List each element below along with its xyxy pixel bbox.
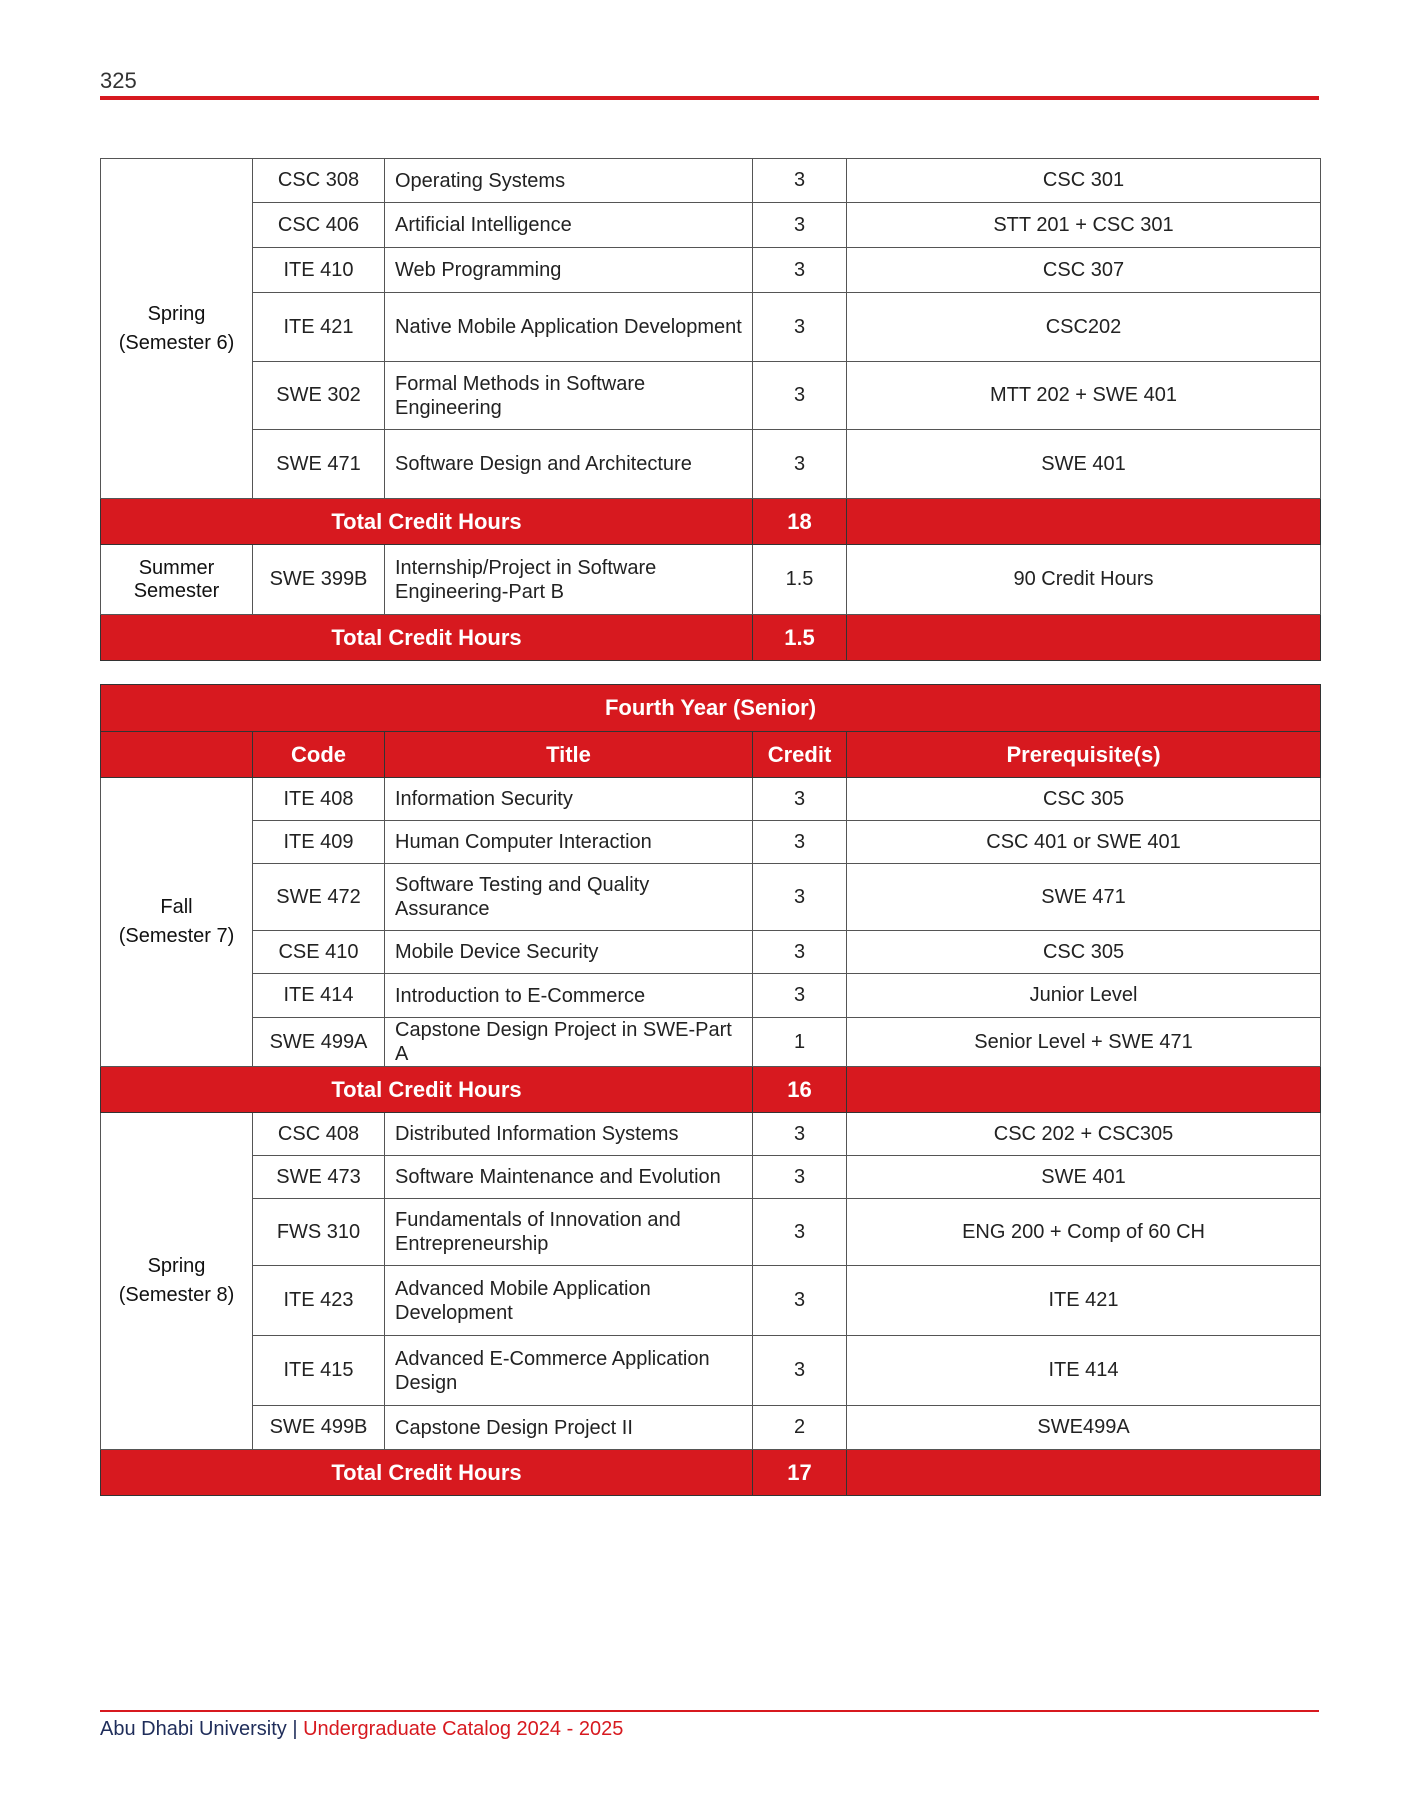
course-title: Formal Methods in Software Engineering <box>385 362 753 430</box>
course-prereq: CSC 202 + CSC305 <box>847 1113 1321 1156</box>
course-prereq: CSC 401 or SWE 401 <box>847 821 1321 864</box>
spring-summer-table <box>100 158 1321 661</box>
course-title: Advanced E-Commerce Application Design <box>385 1336 753 1406</box>
header-title: Title <box>385 732 753 778</box>
total-row <box>101 499 1321 545</box>
course-title: Artificial Intelligence <box>385 203 753 248</box>
header-credit: Credit <box>753 732 847 778</box>
course-code: CSC 408 <box>253 1113 385 1156</box>
course-code: ITE 409 <box>253 821 385 864</box>
total-value: 16 <box>753 1067 847 1113</box>
course-title: Introduction to E-Commerce <box>385 974 753 1018</box>
course-prereq: MTT 202 + SWE 401 <box>847 362 1321 430</box>
table-header-row <box>101 732 1321 778</box>
semester-label: Spring (Semester 8) <box>101 1113 253 1450</box>
course-prereq: CSC 305 <box>847 931 1321 974</box>
table-row <box>101 293 1321 362</box>
course-credit: 3 <box>753 159 847 203</box>
course-prereq: CSC 305 <box>847 778 1321 821</box>
course-prereq: CSC202 <box>847 293 1321 362</box>
footer-catalog: Undergraduate Catalog 2024 - 2025 <box>303 1718 624 1740</box>
course-code: SWE 499B <box>253 1406 385 1450</box>
course-code: CSC 406 <box>253 203 385 248</box>
course-credit: 3 <box>753 864 847 931</box>
footer <box>100 1718 623 1741</box>
total-blank <box>847 615 1321 661</box>
total-value: 17 <box>753 1450 847 1496</box>
course-title: Web Programming <box>385 248 753 293</box>
course-title: Software Testing and Quality Assurance <box>385 864 753 931</box>
course-prereq: CSC 307 <box>847 248 1321 293</box>
course-credit: 3 <box>753 778 847 821</box>
table-row <box>101 931 1321 974</box>
table-row <box>101 430 1321 499</box>
course-title: Software Design and Architecture <box>385 430 753 499</box>
course-prereq: SWE499A <box>847 1406 1321 1450</box>
course-title: Advanced Mobile Application Development <box>385 1266 753 1336</box>
course-code: CSE 410 <box>253 931 385 974</box>
header-code: Code <box>253 732 385 778</box>
course-credit: 3 <box>753 203 847 248</box>
course-credit: 3 <box>753 974 847 1018</box>
course-prereq: CSC 301 <box>847 159 1321 203</box>
table-row <box>101 1406 1321 1450</box>
total-label: Total Credit Hours <box>101 499 753 545</box>
course-title: Software Maintenance and Evolution <box>385 1156 753 1199</box>
semester-label: Spring (Semester 6) <box>101 159 253 499</box>
footer-university: Abu Dhabi University <box>100 1718 287 1740</box>
total-blank <box>847 1067 1321 1113</box>
header-rule <box>100 96 1319 100</box>
total-blank <box>847 499 1321 545</box>
course-code: SWE 473 <box>253 1156 385 1199</box>
table-row <box>101 778 1321 821</box>
table-row <box>101 821 1321 864</box>
table-row <box>101 974 1321 1018</box>
course-credit: 3 <box>753 1156 847 1199</box>
course-title: Internship/Project in Software Engineering-Part B <box>385 545 753 615</box>
course-code: ITE 423 <box>253 1266 385 1336</box>
table-row <box>101 248 1321 293</box>
course-credit: 3 <box>753 362 847 430</box>
table-row <box>101 1156 1321 1199</box>
course-title: Information Security <box>385 778 753 821</box>
course-prereq: STT 201 + CSC 301 <box>847 203 1321 248</box>
course-prereq: SWE 401 <box>847 430 1321 499</box>
course-code: SWE 471 <box>253 430 385 499</box>
page-number: 325 <box>100 68 137 93</box>
course-credit: 3 <box>753 1266 847 1336</box>
course-code: ITE 408 <box>253 778 385 821</box>
total-row <box>101 1067 1321 1113</box>
course-prereq: Senior Level + SWE 471 <box>847 1018 1321 1067</box>
table-row <box>101 203 1321 248</box>
total-row <box>101 615 1321 661</box>
course-credit: 3 <box>753 1113 847 1156</box>
course-title: Capstone Design Project II <box>385 1406 753 1450</box>
total-value: 1.5 <box>753 615 847 661</box>
fourth-year-table <box>100 684 1321 1496</box>
total-label: Total Credit Hours <box>101 615 753 661</box>
course-credit: 1 <box>753 1018 847 1067</box>
course-code: CSC 308 <box>253 159 385 203</box>
total-value: 18 <box>753 499 847 545</box>
course-credit: 3 <box>753 931 847 974</box>
header-blank <box>101 732 253 778</box>
table-row <box>101 545 1321 615</box>
course-code: SWE 472 <box>253 864 385 931</box>
total-label: Total Credit Hours <box>101 1067 753 1113</box>
table-row <box>101 864 1321 931</box>
course-title: Capstone Design Project in SWE-Part A <box>385 1018 753 1067</box>
course-code: ITE 415 <box>253 1336 385 1406</box>
course-code: SWE 499A <box>253 1018 385 1067</box>
course-code: SWE 302 <box>253 362 385 430</box>
course-title: Native Mobile Application Development <box>385 293 753 362</box>
course-title: Mobile Device Security <box>385 931 753 974</box>
total-row <box>101 1450 1321 1496</box>
course-prereq: SWE 471 <box>847 864 1321 931</box>
course-prereq: ITE 421 <box>847 1266 1321 1336</box>
course-credit: 3 <box>753 1336 847 1406</box>
course-code: ITE 410 <box>253 248 385 293</box>
course-prereq: ENG 200 + Comp of 60 CH <box>847 1199 1321 1266</box>
course-code: ITE 414 <box>253 974 385 1018</box>
course-credit: 3 <box>753 293 847 362</box>
course-credit: 3 <box>753 821 847 864</box>
semester-label: Fall (Semester 7) <box>101 778 253 1067</box>
course-credit: 2 <box>753 1406 847 1450</box>
course-title: Human Computer Interaction <box>385 821 753 864</box>
total-blank <box>847 1450 1321 1496</box>
table-row <box>101 1113 1321 1156</box>
course-title: Distributed Information Systems <box>385 1113 753 1156</box>
header-prereq: Prerequisite(s) <box>847 732 1321 778</box>
footer-rule <box>100 1710 1319 1712</box>
course-code: SWE 399B <box>253 545 385 615</box>
course-prereq: Junior Level <box>847 974 1321 1018</box>
course-credit: 3 <box>753 248 847 293</box>
course-code: ITE 421 <box>253 293 385 362</box>
total-label: Total Credit Hours <box>101 1450 753 1496</box>
table-title-row <box>101 685 1321 732</box>
table-row <box>101 1199 1321 1266</box>
table-row <box>101 1018 1321 1067</box>
course-code: FWS 310 <box>253 1199 385 1266</box>
table-row <box>101 362 1321 430</box>
table-row <box>101 1266 1321 1336</box>
course-title: Fundamentals of Innovation and Entrepreneurship <box>385 1199 753 1266</box>
course-prereq: 90 Credit Hours <box>847 545 1321 615</box>
course-credit: 1.5 <box>753 545 847 615</box>
course-title: Operating Systems <box>385 159 753 203</box>
table-row <box>101 1336 1321 1406</box>
course-prereq: SWE 401 <box>847 1156 1321 1199</box>
course-credit: 3 <box>753 1199 847 1266</box>
course-credit: 3 <box>753 430 847 499</box>
semester-label: Summer Semester <box>101 545 253 615</box>
table-title: Fourth Year (Senior) <box>101 685 1321 732</box>
table-row <box>101 159 1321 203</box>
course-prereq: ITE 414 <box>847 1336 1321 1406</box>
footer-separator: | <box>292 1718 298 1740</box>
